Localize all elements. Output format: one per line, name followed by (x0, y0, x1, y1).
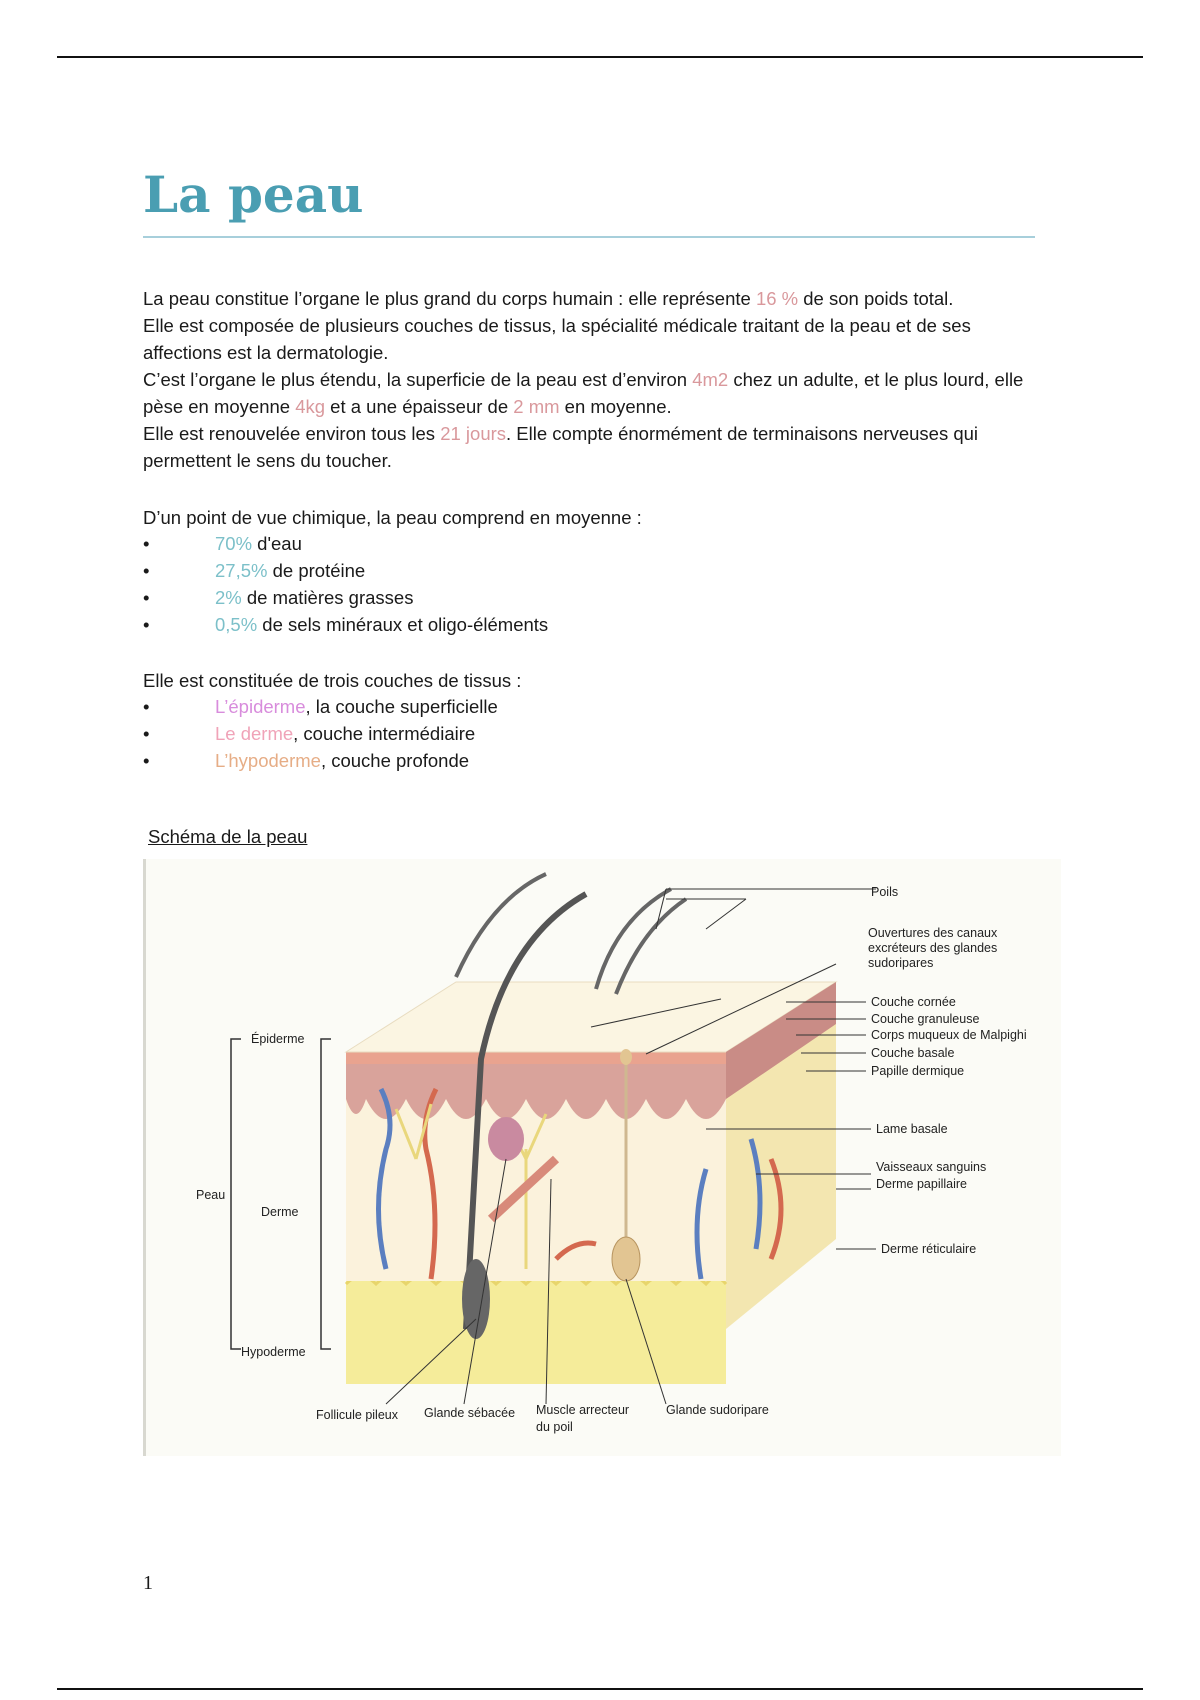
bullet: • (143, 696, 150, 717)
label-hypoderme: Hypoderme (241, 1345, 306, 1359)
bracket-layers (321, 1039, 331, 1349)
layer-name-derme: Le derme (215, 723, 294, 744)
intro-text: et a une épaisseur de (325, 396, 514, 417)
label-glande-sebacee: Glande sébacée (424, 1406, 516, 1420)
label-couche-cornee: Couche cornée (871, 995, 956, 1009)
label-derme: Derme (261, 1205, 299, 1219)
label-derme-reticulaire: Derme réticulaire (881, 1242, 977, 1256)
intro-text: C’est l’organe le plus étendu, la superficie de la peau est d’environ (143, 369, 693, 390)
intro-text: Elle est composée de plusieurs couches de tissus, la spécialité médicale traitant de la peau et de ses affections est la dermatologie. (143, 315, 971, 363)
title-underline (143, 236, 1035, 238)
label-lame-basale: Lame basale (876, 1122, 948, 1136)
hypoderme-layer (346, 1279, 726, 1384)
percent-value: 70% (215, 533, 253, 554)
label-epiderme: Épiderme (251, 1032, 305, 1046)
chemistry-heading: D’un point de vue chimique, la peau comprend en moyenne : (143, 507, 642, 528)
label-follicule: Follicule pileux (316, 1408, 398, 1422)
percent-value: 2% (215, 587, 242, 608)
intro-paragraph (143, 285, 1053, 474)
bullet: • (143, 560, 150, 581)
skin-diagram-svg (146, 859, 1058, 1456)
skin-diagram (143, 859, 1061, 1456)
hair (616, 899, 686, 994)
label-couche-basale: Couche basale (871, 1046, 955, 1060)
label-ouvertures: excréteurs des glandes (868, 941, 998, 955)
thickness-value: 2 mm (513, 396, 560, 417)
hair (456, 874, 546, 977)
label-peau: Peau (196, 1188, 226, 1202)
bullet: • (143, 750, 150, 771)
label-ouvertures: sudoripares (868, 956, 934, 970)
page-number: 1 (143, 1572, 153, 1594)
label-corps-muqueux: Corps muqueux de Malpighi (871, 1028, 1027, 1042)
label-poils: Poils (871, 885, 899, 899)
intro-text: . Elle compte énormément de terminaisons nerveuses qui permettent le sens du toucher. (143, 423, 979, 471)
schema-title: Schéma de la peau (148, 826, 308, 847)
list-item-text: , couche intermédiaire (293, 723, 476, 744)
bullet: • (143, 587, 150, 608)
label-ouvertures: Ouvertures des canaux (868, 926, 998, 940)
weight-value: 4kg (295, 396, 326, 417)
layers-heading: Elle est constituée de trois couches de tissus : (143, 670, 522, 691)
bullet: • (143, 533, 150, 554)
sebaceous-gland (488, 1117, 524, 1161)
label-derme-papillaire: Derme papillaire (876, 1177, 968, 1191)
intro-text: La peau constitue l’organe le plus grand du corps humain : elle représente (143, 288, 756, 309)
surface-value: 4m2 (692, 369, 729, 390)
intro-text: de son poids total. (798, 288, 954, 309)
sweat-pore (620, 1049, 632, 1065)
list-item-text: d'eau (252, 533, 302, 554)
list-item-text: , couche profonde (320, 750, 470, 771)
hair (596, 889, 671, 989)
intro-text: Elle est renouvelée environ tous les (143, 423, 441, 444)
list-item-text: de protéine (267, 560, 366, 581)
label-glande-sudoripare: Glande sudoripare (666, 1403, 769, 1417)
page-title: La peau (143, 165, 364, 224)
renewal-value: 21 jours (440, 423, 507, 444)
label-couche-granuleuse: Couche granuleuse (871, 1012, 980, 1026)
intro-text: en moyenne. (559, 396, 672, 417)
sweat-gland (612, 1237, 640, 1281)
stratum-corneum (346, 1052, 726, 1064)
bullet: • (143, 723, 150, 744)
layer-name-hypoderme: L’hypoderme (215, 750, 321, 771)
header-rule (57, 56, 1143, 58)
list-item-text: , la couche superficielle (305, 696, 498, 717)
label-vaisseaux: Vaisseaux sanguins (876, 1160, 987, 1174)
bracket-peau (231, 1039, 241, 1349)
bullet: • (143, 614, 150, 635)
percent-value: 27,5% (215, 560, 268, 581)
weight-percent: 16 % (755, 288, 799, 309)
layer-name-epiderme: L’épiderme (215, 696, 306, 717)
label-papille: Papille dermique (871, 1064, 965, 1078)
label-muscle: du poil (536, 1420, 573, 1434)
hair-follicle (462, 1259, 490, 1339)
percent-value: 0,5% (215, 614, 258, 635)
list-item-text: de matières grasses (241, 587, 414, 608)
label-muscle: Muscle arrecteur (536, 1403, 630, 1417)
intro-text: chez un adulte, et le plus lourd, elle pèse en moyenne (143, 369, 1024, 417)
list-item-text: de sels minéraux et oligo-éléments (257, 614, 549, 635)
footer-rule (57, 1688, 1143, 1690)
